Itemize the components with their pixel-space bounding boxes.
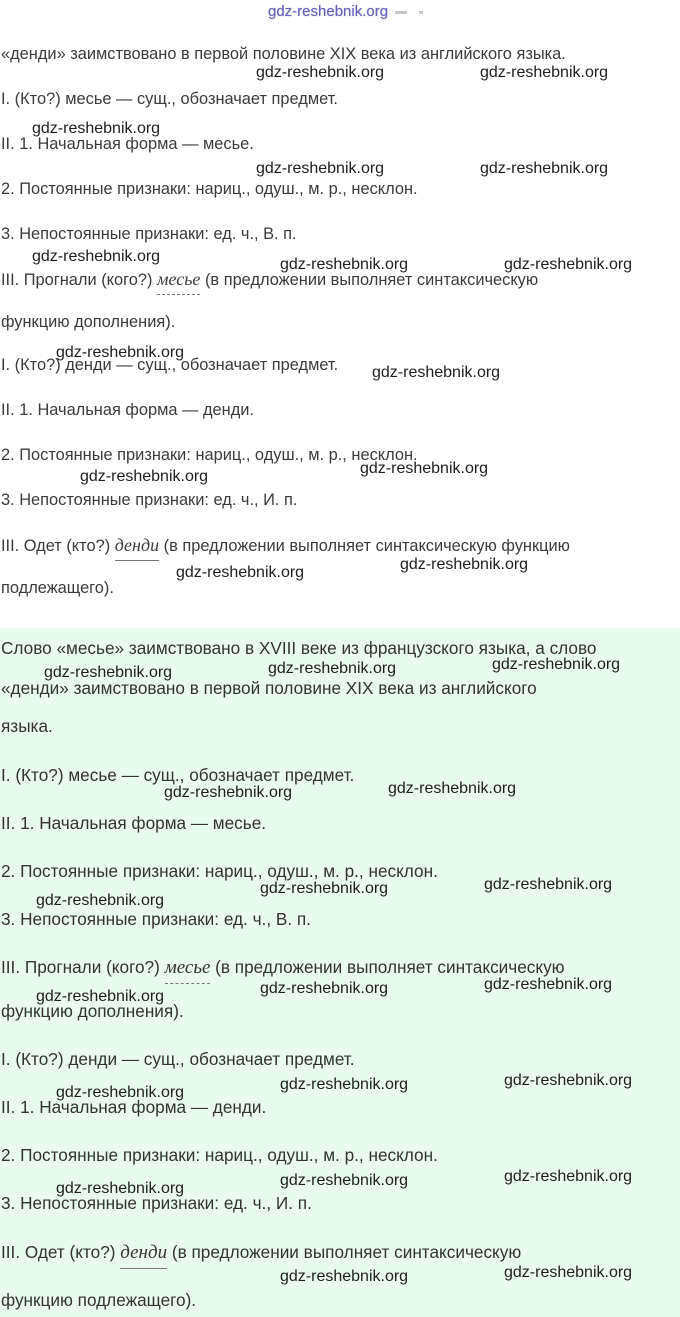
top-text-line-8: I. (Кто?) денди — сущ., обозначает предмет. — [1, 356, 339, 374]
top-text-line-5: 3. Непостоянные признаки: ед. ч., В. п. — [1, 225, 297, 243]
top-text-line-9: II. 1. Начальная форма — денди. — [1, 401, 254, 419]
watermark: gdz-reshebnik.org — [56, 344, 185, 361]
watermark: gdz-reshebnik.org — [480, 160, 609, 177]
bottom-text-line-5: II. 1. Начальная форма — месье. — [1, 813, 267, 833]
bottom-line-8-suffix: (в предложении выполняет синтаксическую — [210, 957, 565, 977]
top-text-line-6 — [1, 269, 538, 290]
watermark: gdz-reshebnik.org — [504, 256, 633, 273]
watermark: gdz-reshebnik.org — [32, 120, 161, 137]
bottom-text-line-1: Слово «месье» заимствовано в XVIII веке из французского языка, а слово — [1, 638, 597, 658]
top-text-line-10: 2. Постоянные признаки: нариц., одуш., м. р., несклон. — [1, 446, 418, 464]
watermark: gdz-reshebnik.org — [256, 160, 385, 177]
watermark: gdz-reshebnik.org — [164, 784, 293, 801]
watermark: gdz-reshebnik.org — [176, 564, 305, 581]
watermark: gdz-reshebnik.org — [56, 1084, 185, 1101]
header-watermark: gdz-reshebnik.org — [268, 3, 389, 20]
top-line-6-prefix: III. Прогнали (кого?) — [1, 271, 157, 289]
watermark: gdz-reshebnik.org — [504, 1072, 633, 1089]
top-text-line-11: 3. Непостоянные признаки: ед. ч., И. п. — [1, 491, 298, 509]
bottom-text-line-2: «денди» заимствовано в первой половине XIX века из английского — [1, 678, 537, 698]
subject-word-text: денди — [114, 535, 160, 555]
bottom-text-line-8 — [1, 957, 565, 978]
watermark: gdz-reshebnik.org — [280, 1172, 409, 1189]
bottom-text-line-7: 3. Непостоянные признаки: ед. ч., В. п. — [1, 909, 311, 929]
watermark: gdz-reshebnik.org — [400, 556, 529, 573]
watermark: gdz-reshebnik.org — [388, 780, 517, 797]
top-line-6-suffix: (в предложении выполняет синтаксическую — [200, 271, 539, 289]
bottom-line-14-suffix: (в предложении выполняет синтаксическую — [167, 1242, 522, 1262]
watermark: gdz-reshebnik.org — [36, 988, 165, 1005]
watermark: gdz-reshebnik.org — [504, 1168, 633, 1185]
subject-word-dendi — [120, 1242, 167, 1263]
bottom-text-line-9: функцию дополнения). — [1, 1001, 184, 1021]
object-word-text: месье — [157, 269, 201, 289]
watermark: gdz-reshebnik.org — [280, 1076, 409, 1093]
watermark: gdz-reshebnik.org — [280, 1268, 409, 1285]
watermark: gdz-reshebnik.org — [32, 248, 161, 265]
watermark: gdz-reshebnik.org — [504, 1264, 633, 1281]
watermark: gdz-reshebnik.org — [484, 876, 613, 893]
clipped-text-fragment — [395, 11, 435, 14]
answer-panel-bottom — [0, 628, 680, 1317]
watermark: gdz-reshebnik.org — [56, 1180, 185, 1197]
object-word-mesye — [157, 269, 200, 289]
bottom-text-line-3: языка. — [1, 716, 53, 736]
top-text-line-1: «денди» заимствовано в первой половине XIX века из английского языка. — [1, 45, 566, 63]
watermark: gdz-reshebnik.org — [44, 664, 173, 681]
subject-word-text: денди — [120, 1242, 168, 1263]
dashed-underline — [165, 983, 211, 984]
top-text-line-7: функцию дополнения). — [1, 313, 176, 331]
bottom-text-line-4: I. (Кто?) месье — сущ., обозначает предмет. — [1, 765, 355, 785]
watermark: gdz-reshebnik.org — [80, 468, 209, 485]
bottom-text-line-11: II. 1. Начальная форма — денди. — [1, 1097, 267, 1117]
top-text-line-13: подлежащего). — [1, 579, 114, 597]
watermark: gdz-reshebnik.org — [484, 976, 613, 993]
top-line-12-prefix: III. Одет (кто?) — [1, 537, 115, 555]
watermark: gdz-reshebnik.org — [480, 64, 609, 81]
bottom-text-line-14 — [1, 1242, 521, 1263]
watermark: gdz-reshebnik.org — [280, 256, 409, 273]
top-text-line-4: 2. Постоянные признаки: нариц., одуш., м. р., несклон. — [1, 180, 418, 198]
top-line-12-suffix: (в предложении выполняет синтаксическую функцию — [159, 537, 570, 555]
top-text-line-12 — [1, 535, 570, 556]
subject-word-dendi — [115, 535, 159, 555]
solid-underline — [120, 1268, 167, 1269]
bottom-text-line-15: функцию подлежащего). — [1, 1290, 197, 1310]
top-text-line-2: I. (Кто?) месье — сущ., обозначает предмет. — [1, 90, 338, 108]
bottom-text-line-12: 2. Постоянные признаки: нариц., одуш., м. р., несклон. — [1, 1145, 438, 1165]
solid-underline — [115, 560, 159, 561]
watermark: gdz-reshebnik.org — [268, 660, 397, 677]
watermark: gdz-reshebnik.org — [260, 880, 389, 897]
watermark: gdz-reshebnik.org — [260, 980, 389, 997]
watermark: gdz-reshebnik.org — [492, 656, 621, 673]
top-text-line-3: II. 1. Начальная форма — месье. — [1, 135, 254, 153]
bottom-text-line-10: I. (Кто?) денди — сущ., обозначает предмет. — [1, 1049, 355, 1069]
watermark: gdz-reshebnik.org — [256, 64, 385, 81]
watermark: gdz-reshebnik.org — [360, 460, 489, 477]
bottom-text-line-6: 2. Постоянные признаки: нариц., одуш., м. р., несклон. — [1, 861, 438, 881]
watermark: gdz-reshebnik.org — [36, 892, 165, 909]
watermark: gdz-reshebnik.org — [372, 364, 501, 381]
object-word-text: месье — [164, 957, 211, 978]
bottom-line-14-prefix: III. Одет (кто?) — [1, 1242, 121, 1262]
dashed-underline — [157, 294, 200, 295]
bottom-line-8-prefix: III. Прогнали (кого?) — [1, 957, 165, 977]
bottom-text-line-13: 3. Непостоянные признаки: ед. ч., И. п. — [1, 1193, 312, 1213]
answer-panel-top — [0, 0, 680, 628]
object-word-mesye — [165, 957, 211, 978]
